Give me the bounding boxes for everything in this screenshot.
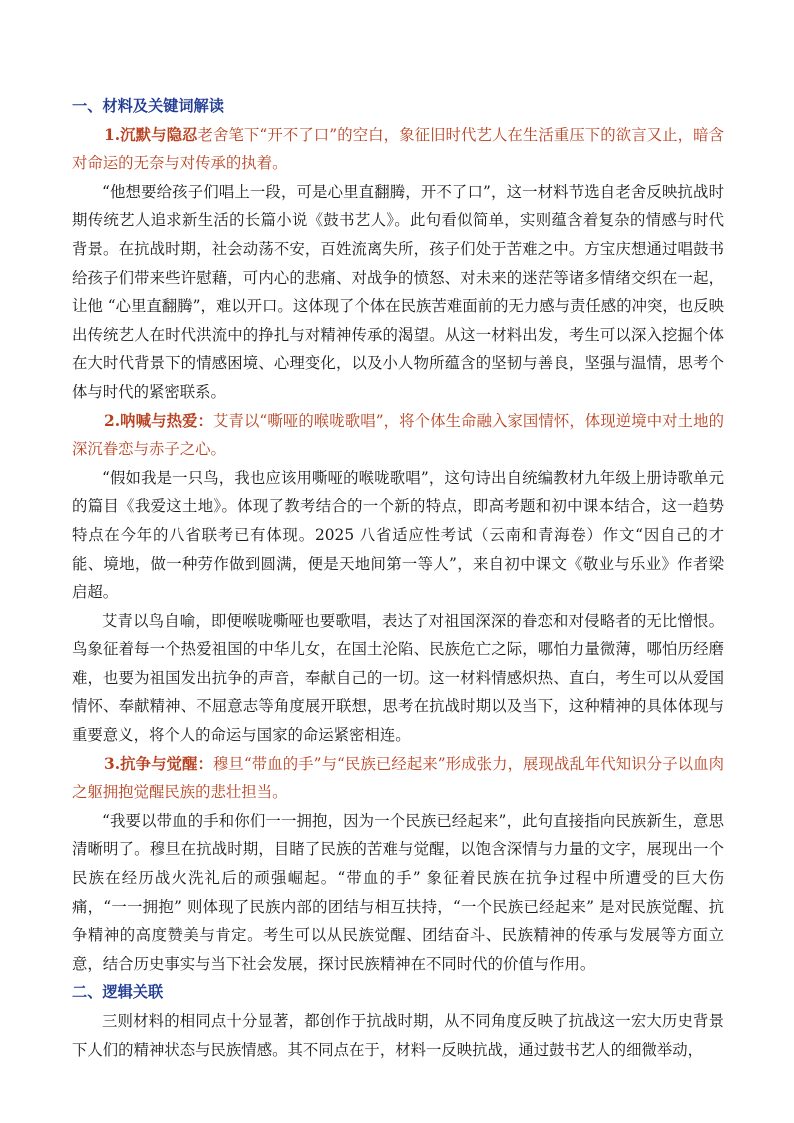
section-heading-1: 一、材料及关键词解读 <box>72 97 224 115</box>
body-paragraph: 艾青以鸟自喻，即便喉咙嘶哑也要歌唱，表达了对祖国深深的眷恋和对侵略者的无比憎恨。鸟象征着每一个热爱祖国的中华儿女，在国土沦陷、民族危亡之际，哪怕力量微薄，哪怕历经磨难，也要为祖国发出抗争的声音，奉献自己的一切。这一材料情感炽热、直白，考生可以从爱国情怀、奉献精神、不屈意志等角度展开联想，思考在抗战时期以及当下，这种精神的具体体现与重要意义，将个人的命运与国家的命运紧密相连。 <box>72 611 724 745</box>
key-point-label: 1.沉默与隐忍 <box>104 125 198 144</box>
body-paragraph: “假如我是一只鸟，我也应该用嘶哑的喉咙歌唱”，这句诗出自统编教材九年级上册诗歌单元的篇目《我爱这土地》。体现了教考结合的一个新的特点，即高考题和初中课本结合，这一趋势特点在今年的八省联考已有体现。2025 八省适应性考试（云南和青海卷）作文“因自己的才能、境地，做一种劳作做到圆满，便是天地间第一等人”，来自初中课文《敬业与乐业》作者梁启超。 <box>72 468 724 602</box>
key-point-label: 3.抗争与觉醒： <box>104 754 213 773</box>
key-point-label: 2.呐喊与热爱： <box>104 411 213 430</box>
key-point-1 <box>72 121 724 178</box>
key-point-2 <box>72 407 724 464</box>
body-paragraph: “我要以带血的手和你们一一拥抱，因为一个民族已经起来”，此句直接指向民族新生，意思清晰明了。穆旦在抗战时期，目睹了民族的苦难与觉醒，以饱含深情与力量的文字，展现出一个民族在经历战火洗礼后的顽强崛起。“带血的手” 象征着民族在抗争过程中所遭受的巨大伤痛，“一一拥抱” 则体现了民族内部的团结与相互扶持，“一个民族已经起来” 是对民族觉醒、抗争精神的高度赞美与肯定。考生可以从民族觉醒、团结奋斗、民族精神的传承与发展等方面立意，结合历史事实与当下社会发展，探讨民族精神在不同时代的价值与作用。 <box>72 811 724 973</box>
document-page <box>72 92 724 1064</box>
key-point-text: 老舍笔下“开不了口”的空白，象征旧时代艺人在生活重压下的欲言又止，暗含对命运的无奈与对传承的执着。 <box>72 125 724 173</box>
key-point-text: 艾青以“嘶哑的喉咙歌唱”，将个体生命融入家国情怀，体现逆境中对土地的深沉眷恋与赤子之心。 <box>72 411 724 459</box>
body-paragraph: 三则材料的相同点十分显著，都创作于抗战时期，从不同角度反映了抗战这一宏大历史背景下人们的精神状态与民族情感。其不同点在于，材料一反映抗战，通过鼓书艺人的细微举动， <box>72 1012 724 1059</box>
section-heading-2: 二、逻辑关联 <box>72 983 164 1002</box>
key-point-3 <box>72 750 724 807</box>
key-point-text: 穆旦“带血的手”与“民族已经起来”形成张力，展现战乱年代知识分子以血肉之躯拥抱觉醒民族的悲壮担当。 <box>72 754 724 802</box>
body-paragraph: “他想要给孩子们唱上一段，可是心里直翻腾，开不了口”，这一材料节选自老舍反映抗战时期传统艺人追求新生活的长篇小说《鼓书艺人》。此句看似简单，实则蕴含着复杂的情感与时代背景。在抗战时期，社会动荡不安，百姓流离失所，孩子们处于苦难之中。方宝庆想通过唱鼓书给孩子们带来些许慰藉，可内心的悲痛、对战争的愤怒、对未来的迷茫等诸多情绪交织在一起，让他 “心里直翻腾”，难以开口。这体现了个体在民族苦难面前的无力感与责任感的冲突，也反映出传统艺人在时代洪流中的挣扎与对精神传承的渴望。从这一材料出发，考生可以深入挖掘个体在大时代背景下的情感困境、心理变化，以及小人物所蕴含的坚韧与善良，坚强与温情，思考个体与时代的紧密联系。 <box>72 182 724 401</box>
